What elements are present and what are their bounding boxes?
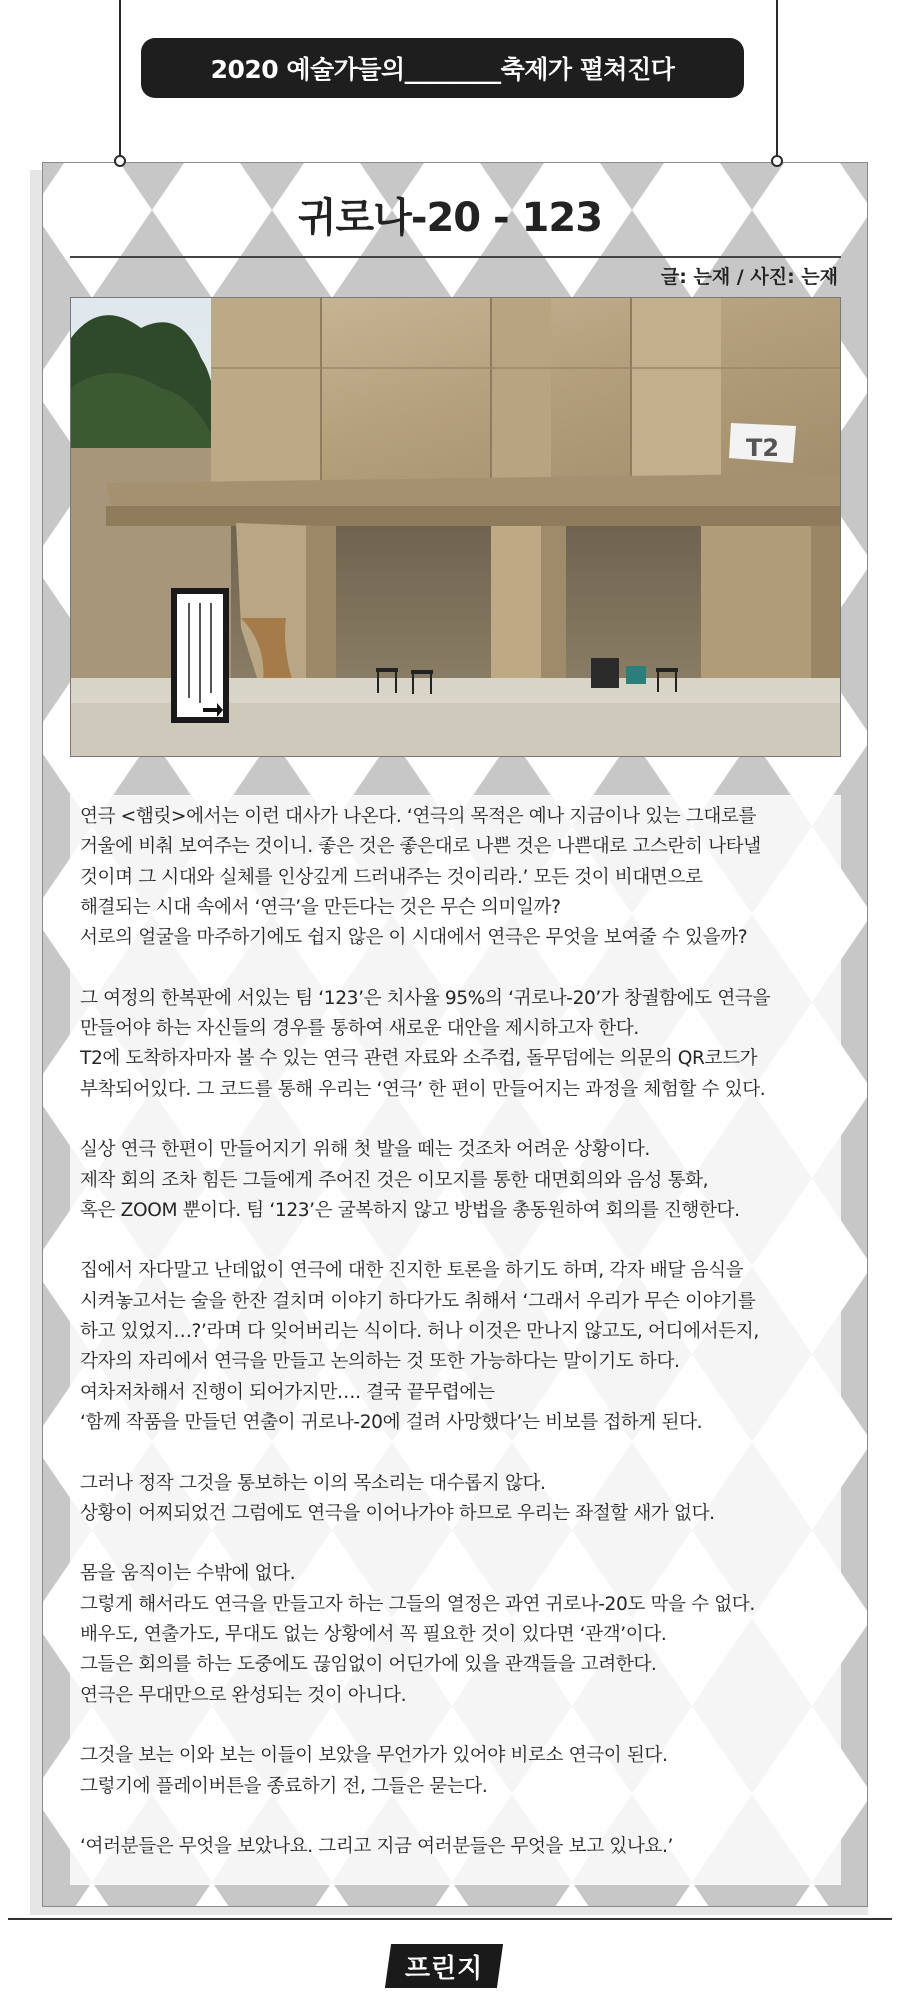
photo-illustration [71,298,841,757]
article-line: ‘함께 작품을 만들던 연출이 귀로나-20에 걸려 사망했다’는 비보를 접하게 된다. [80,1411,703,1433]
article-line: 서로의 얼굴을 마주하기에도 쉽지 않은 이 시대에서 연극은 무엇을 보여줄 수 있을까? [80,927,748,949]
article-paragraph [80,1559,840,1710]
article-line: 집에서 자다말고 난데없이 연극에 대한 진지한 토론을 하기도 하며, 각자 배달 음식을 [80,1260,744,1282]
article-paragraph [80,1741,840,1802]
article-line: 각자의 자리에서 연극을 만들고 논의하는 것 또한 가능하다는 말이기도 하다. [80,1351,680,1373]
article-line: 혹은 ZOOM 뿐이다. 팀 ‘123’은 굴복하지 않고 방법을 총동원하여 회의를 진행한다. [80,1199,740,1221]
article-line: 해결되는 시대 속에서 ‘연극’을 만든다는 것은 무슨 의미일까? [80,896,561,918]
t2-sign-text: T2 [746,434,780,462]
article-line: 그들은 회의를 하는 도중에도 끊임없이 어딘가에 있을 관객들을 고려한다. [80,1654,657,1676]
article-paragraph [80,802,840,953]
article-line: 여차저차해서 진행이 되어가지만…. 결국 끝무렵에는 [80,1381,495,1403]
footer-divider [8,1918,892,1920]
article-line: 몸을 움직이는 수밖에 없다. [80,1563,296,1585]
hanging-ring-right [771,155,783,167]
article-title: 귀로나-20 - 123 [297,195,603,241]
article-line: ‘여러분들은 무엇을 보았나요. 그리고 지금 여러분들은 무엇을 보고 있나요.’ [80,1836,673,1858]
article-paragraph [80,1256,840,1438]
hanging-string-left [119,0,121,162]
article-line: 그렇기에 플레이버튼을 종료하기 전, 그들은 묻는다. [80,1775,488,1797]
article-line: T2에 도착하자마자 볼 수 있는 연극 관련 자료와 소주컵, 돌무덤에는 의문의 QR코드가 [80,1048,758,1070]
byline: 글: 는재 / 사진: 는재 [660,266,838,288]
article-photo [70,297,841,757]
article-paragraph [80,1469,840,1530]
article-line: 것이며 그 시대와 실체를 인상깊게 드러내주는 것이리라.’ 모든 것이 비대면으로 [80,866,703,888]
article-line: 그러나 정작 그것을 통보하는 이의 목소리는 대수롭지 않다. [80,1472,546,1494]
article-line: 배우도, 연출가도, 무대도 없는 상황에서 꼭 필요한 것이 있다면 ‘관객’이다. [80,1624,667,1646]
title-divider [70,256,841,258]
fringe-logo [385,1944,503,1988]
article-line: 제작 회의 조차 힘든 그들에게 주어진 것은 이모지를 통한 대면회의와 음성 통화, [80,1169,709,1191]
article-line: 상황이 어찌되었건 그럼에도 연극을 이어나가야 하므로 우리는 좌절할 새가 없다. [80,1502,715,1524]
article-line: 만들어야 하는 자신들의 경우를 통하여 새로운 대안을 제시하고자 한다. [80,1018,639,1040]
article-paragraph [80,984,840,1105]
article-paragraph [80,1135,840,1226]
article-line: 그것을 보는 이와 보는 이들이 보았을 무언가가 있어야 비로소 연극이 된다. [80,1745,668,1767]
article-line: 연극은 무대만으로 완성되는 것이 아니다. [80,1684,407,1706]
logo-text: 프린지 [404,1953,484,1984]
article-body [80,802,840,1893]
hanging-string-right [776,0,778,162]
article-line: 하고 있었지…?’라며 다 잊어버리는 식이다. 허나 이것은 만나지 않고도, 어디에서든지, [80,1321,759,1343]
article-paragraph [80,1832,840,1862]
article-line: 그렇게 해서라도 연극을 만들고자 하는 그들의 열정은 과연 귀로나-20도 막을 수 없다. [80,1593,755,1615]
article-line: 거울에 비춰 보여주는 것이니. 좋은 것은 좋은대로 나쁜 것은 나쁜대로 고스란히 나타낼 [80,836,761,858]
article-line: 실상 연극 한편이 만들어지기 위해 첫 발을 떼는 것조차 어려운 상황이다. [80,1139,650,1161]
article-line: 시켜놓고서는 술을 한잔 걸치며 이야기 하다가도 취해서 ‘그래서 우리가 무슨 이야기를 [80,1290,756,1312]
article-line: 연극 <햄릿>에서는 이런 대사가 나온다. ‘연극의 목적은 예나 지금이나 있는 그대로를 [80,806,757,827]
hanging-ring-left [114,155,126,167]
header-banner: 2020 예술가들의________축제가 펼쳐진다 [141,38,744,98]
article-line: 그 여정의 한복판에 서있는 팀 ‘123’은 치사율 95%의 ‘귀로나-20’가 창궐함에도 연극을 [80,987,771,1009]
article-line: 부착되어있다. 그 코드를 통해 우리는 ‘연극’ 한 편이 만들어지는 과정을 체험할 수 있다. [80,1078,766,1100]
